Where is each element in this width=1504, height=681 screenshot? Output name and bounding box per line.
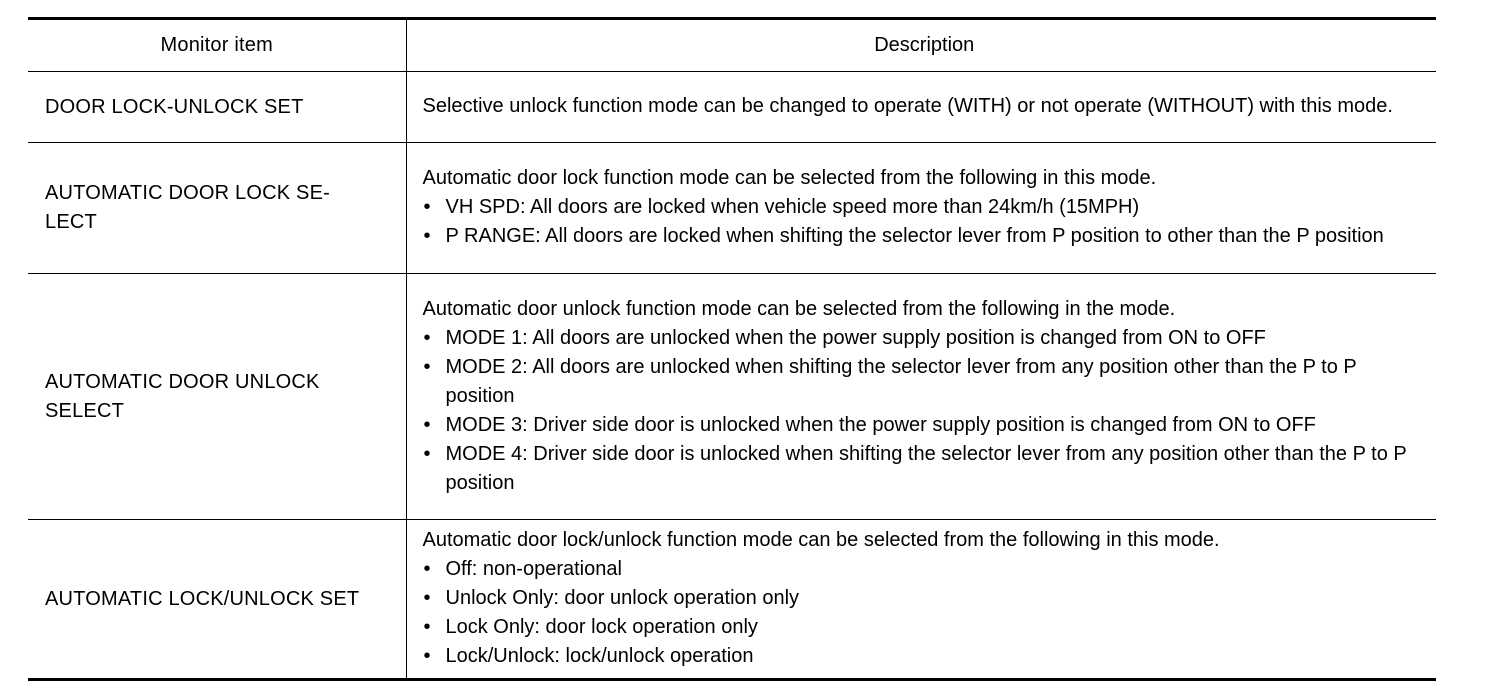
monitor-item-description xyxy=(406,72,1436,143)
list-item: • MODE 2: All doors are unlocked when shifting the selector lever from any position other than the P to P position xyxy=(423,353,1427,411)
monitor-item-name: AUTOMATIC LOCK/UNLOCK SET xyxy=(28,520,406,680)
description-intro: Automatic door unlock function mode can be selected from the following in the mode. xyxy=(422,297,1176,320)
monitor-item-table xyxy=(28,17,1436,681)
list-item: • MODE 3: Driver side door is unlocked when the power supply position is changed from ON to OFF xyxy=(423,411,1427,440)
description-bullet-list xyxy=(423,193,1427,251)
list-item: • Lock Only: door lock operation only xyxy=(423,613,1427,642)
table-row xyxy=(28,520,1436,680)
monitor-item-description xyxy=(406,520,1436,680)
item-name-line: LECT xyxy=(45,211,97,233)
description-intro: Selective unlock function mode can be changed to operate (WITH) or not operate (WITHOUT) with this mode. xyxy=(422,95,1393,117)
monitor-item-description xyxy=(406,143,1436,274)
header-description: Description xyxy=(406,19,1436,72)
monitor-item-name: AUTOMATIC DOOR UNLOCK SELECT xyxy=(28,274,406,520)
monitor-item-description xyxy=(406,274,1436,520)
table-header-row xyxy=(28,19,1436,72)
description-bullet-list xyxy=(423,324,1427,498)
item-name-line: AUTOMATIC DOOR LOCK SE- xyxy=(45,182,331,204)
description-bullet-list xyxy=(423,555,1427,671)
monitor-item-name xyxy=(28,143,406,274)
list-item: • VH SPD: All doors are locked when vehicle speed more than 24km/h (15MPH) xyxy=(423,193,1427,222)
list-item: • Lock/Unlock: lock/unlock operation xyxy=(423,642,1427,671)
header-monitor-item: Monitor item xyxy=(28,19,406,72)
list-item: • Off: non-operational xyxy=(423,555,1427,584)
description-intro: Automatic door lock function mode can be selected from the following in this mode. xyxy=(422,167,1157,189)
list-item: • P RANGE: All doors are locked when shifting the selector lever from P position to other than the P position xyxy=(423,222,1427,251)
table-row xyxy=(28,274,1436,520)
table-row xyxy=(28,72,1436,143)
table-row xyxy=(28,143,1436,274)
list-item: • MODE 1: All doors are unlocked when the power supply position is changed from ON to OFF xyxy=(423,324,1427,353)
list-item: • MODE 4: Driver side door is unlocked when shifting the selector lever from any position other than the P to P position xyxy=(423,440,1427,498)
list-item: • Unlock Only: door unlock operation only xyxy=(423,584,1427,613)
monitor-item-name: DOOR LOCK-UNLOCK SET xyxy=(28,72,406,143)
description-intro: Automatic door lock/unlock function mode can be selected from the following in this mode. xyxy=(422,529,1220,551)
